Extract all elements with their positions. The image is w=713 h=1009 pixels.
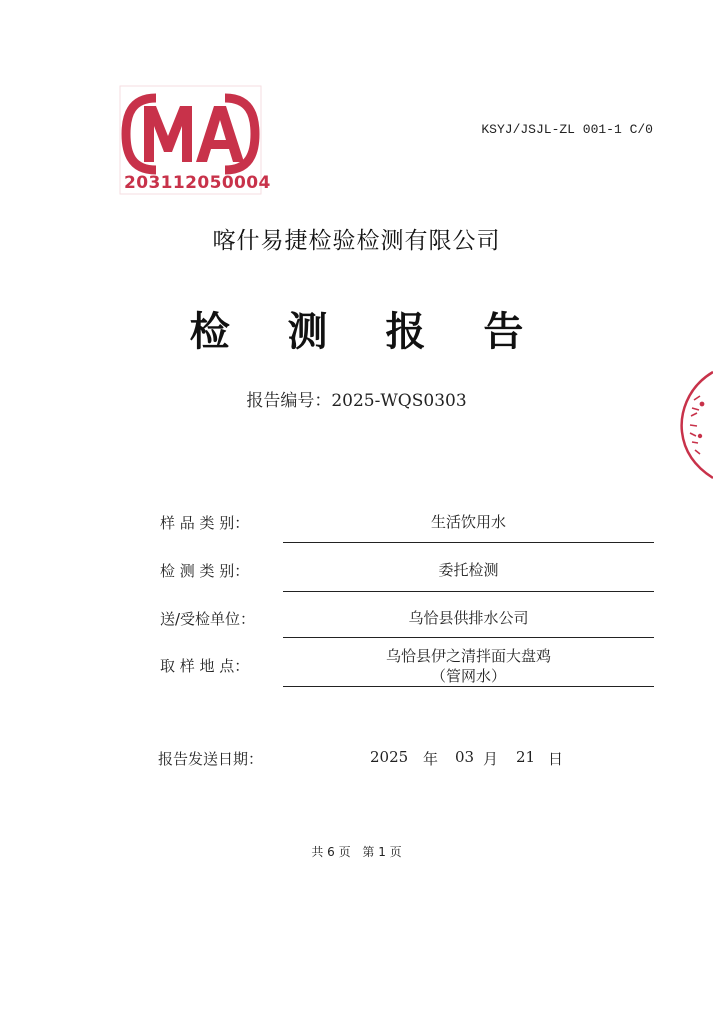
issue-date-year: 2025: [370, 748, 409, 766]
cma-seal-number: 203112050004: [124, 173, 271, 193]
sampling-location-value: [283, 646, 654, 686]
test-category-value: 委托检测: [438, 561, 499, 579]
issue-date-day-unit: 日: [548, 750, 564, 768]
issue-date-day: 21: [516, 748, 536, 766]
sample-category-value: 生活饮用水: [430, 513, 506, 531]
sampling-location-line-2: （管网水）: [430, 667, 506, 685]
sampling-location-underline: [283, 686, 654, 687]
report-number-label: 报告编号：: [246, 391, 332, 411]
total-pages: 共 6 页: [311, 845, 351, 859]
client-unit-label: 送/受检单位：: [160, 610, 256, 628]
page-footer: [0, 843, 713, 860]
client-unit-value: 乌恰县供排水公司: [408, 609, 529, 627]
issue-date-year-unit: 年: [423, 750, 439, 768]
client-unit-underline: [283, 637, 654, 638]
company-name: 喀什易捷检验检测有限公司: [212, 228, 501, 254]
document-control-code: KSYJ/JSJL-ZL 001-1 C/0: [481, 122, 653, 137]
sample-category-label: 样 品 类 别：: [160, 514, 250, 532]
sample-category-underline: [283, 542, 654, 543]
current-page: 第 1 页: [362, 845, 402, 859]
issue-date-month: 03: [455, 748, 475, 766]
issue-date-month-unit: 月: [483, 750, 499, 768]
report-title: 检 测 报 告: [189, 309, 546, 355]
test-category-underline: [283, 591, 654, 592]
report-number: [0, 386, 713, 411]
partial-red-stamp: [672, 370, 713, 480]
test-category-label: 检 测 类 别：: [160, 562, 250, 580]
report-number-value: 2025-WQS0303: [331, 391, 467, 411]
sampling-location-label: 取 样 地 点：: [160, 657, 250, 675]
issue-date-label: 报告发送日期：: [158, 750, 264, 768]
sampling-location-line-1: 乌恰县伊之清拌面大盘鸡: [385, 647, 551, 665]
